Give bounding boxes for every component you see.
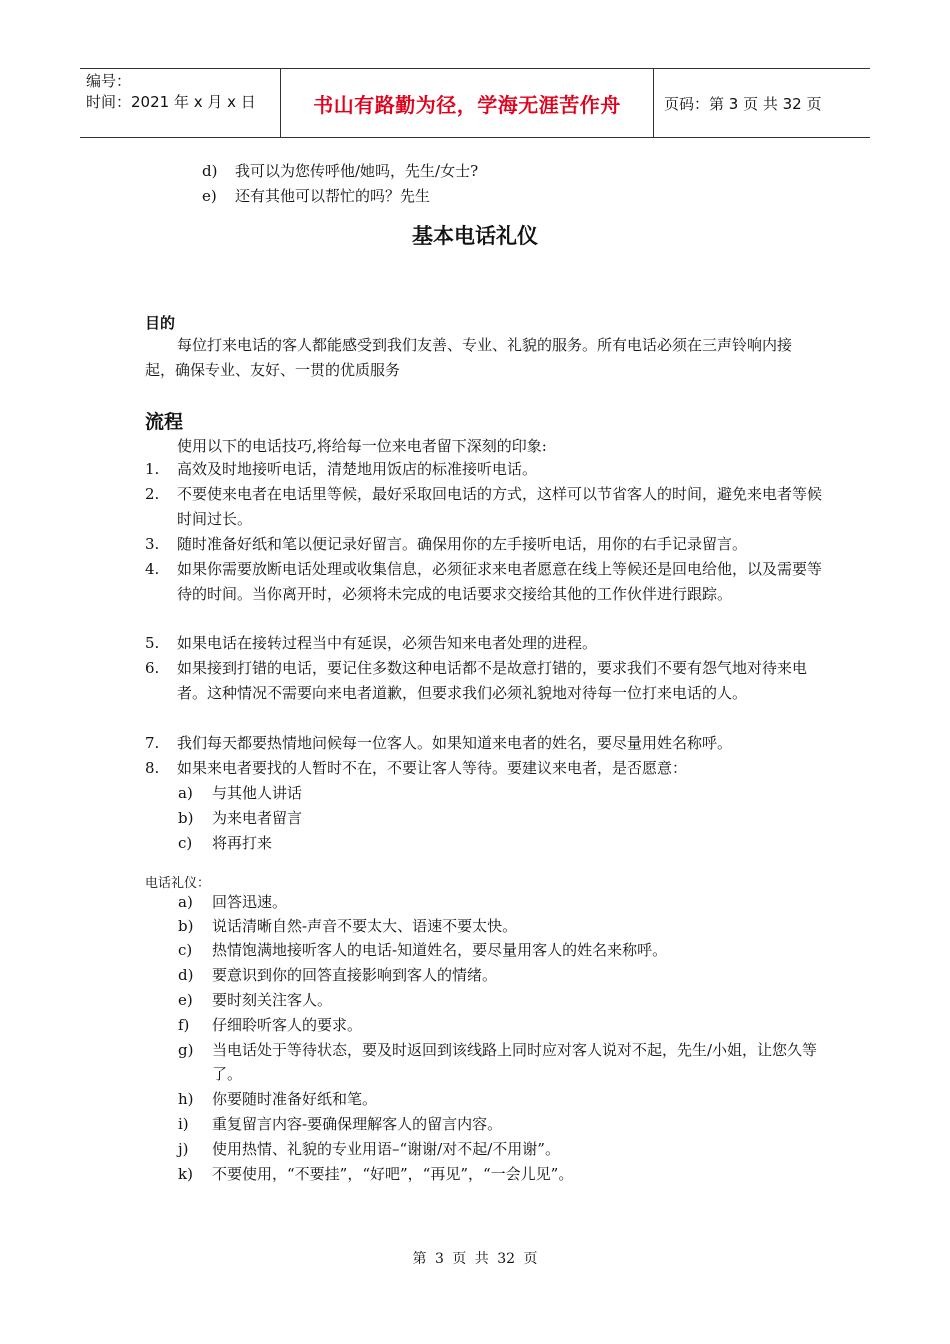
etiquette-item-b xyxy=(178,914,828,938)
number-label: 编号： xyxy=(86,72,132,90)
item-marker: d) xyxy=(178,966,194,984)
item-marker: h) xyxy=(178,1090,194,1108)
item-text: 回答迅速。 xyxy=(212,893,288,911)
item-text: 热情饱满地接听客人的电话-知道姓名，要尽量用客人的姓名来称呼。 xyxy=(212,941,668,959)
page-title: 基本电话礼仪 xyxy=(412,224,538,248)
header-motto: 书山有路勤为径，学海无涯苦作舟 xyxy=(281,69,654,137)
item-marker: b) xyxy=(178,809,194,827)
etiquette-item-i xyxy=(178,1112,828,1136)
etiquette-item-j xyxy=(178,1137,828,1161)
item-number: 1. xyxy=(145,460,160,478)
etiquette-item-h xyxy=(178,1087,828,1111)
item-text: 重复留言内容-要确保理解客人的留言内容。 xyxy=(212,1115,503,1133)
item-number: 2. xyxy=(145,485,160,503)
etiquette-item-f xyxy=(178,1013,828,1037)
etiquette-item-c xyxy=(178,938,828,962)
item-text: 不要使来电者在电话里等候，最好采取回电话的方式，这样可以节省客人的时间，避免来电者等候时间过长。 xyxy=(177,485,823,528)
item-text: 如果电话在接转过程当中有延误，必须告知来电者处理的进程。 xyxy=(177,634,598,652)
item-text: 将再打来 xyxy=(212,834,273,852)
top-item-e xyxy=(202,186,430,206)
header-meta-cell xyxy=(80,69,281,137)
purpose-paragraph: 每位打来电话的客人都能感受到我们友善、专业、礼貌的服务。所有电话必须在三声铃响内接起，确保专业、友好、一贯的优质服务 xyxy=(145,336,793,379)
etiquette-item-e xyxy=(178,988,828,1012)
item-text: 不要使用，“不要挂”，“好吧”，“再见”，“一会儿见”。 xyxy=(212,1165,574,1183)
process-item-4 xyxy=(145,557,825,607)
item-text: 如果接到打错的电话，要记住多数这种电话都不是故意打错的，要求我们不要有怨气地对待来电者。这种情况不需要向来电者道歉，但要求我们必须礼貌地对待每一位打来电话的人。 xyxy=(177,659,808,702)
etiquette-item-d xyxy=(178,963,828,987)
item-marker: a) xyxy=(178,893,193,911)
top-item-d xyxy=(202,161,478,181)
etiquette-item-a xyxy=(178,890,828,914)
item-number: 7. xyxy=(145,734,160,752)
process-item-6 xyxy=(145,656,825,706)
item-text: 与其他人讲话 xyxy=(212,784,303,802)
item-marker: e) xyxy=(178,991,193,1009)
item-number: 5. xyxy=(145,634,160,652)
purpose-heading: 目的 xyxy=(145,314,176,332)
document-header xyxy=(80,68,870,138)
process-item-8 xyxy=(145,756,825,781)
item-text: 我可以为您传呼他/她吗，先生/女士? xyxy=(235,162,479,180)
item-number: 4. xyxy=(145,560,160,578)
etiquette-item-g xyxy=(178,1038,828,1086)
item-marker: a) xyxy=(178,784,193,802)
item-text: 随时准备好纸和笔以便记录好留言。确保用你的左手接听电话，用你的右手记录留言。 xyxy=(177,535,748,553)
item-number: 6. xyxy=(145,659,160,677)
item-text: 要意识到你的回答直接影响到客人的情绪。 xyxy=(212,966,498,984)
item-number: 8. xyxy=(145,759,160,777)
item-text: 仔细聆听客人的要求。 xyxy=(212,1016,363,1034)
process-subitem-c xyxy=(178,831,272,856)
item-marker: b) xyxy=(178,917,194,935)
item-text: 还有其他可以帮忙的吗？先生 xyxy=(235,187,431,205)
item-marker: d) xyxy=(202,162,218,180)
item-marker: c) xyxy=(178,834,193,852)
process-item-3 xyxy=(145,532,825,557)
etiquette-label: 电话礼仪： xyxy=(145,876,211,891)
item-text: 高效及时地接听电话，清楚地用饭店的标准接听电话。 xyxy=(177,460,538,478)
process-heading: 流程 xyxy=(145,411,184,433)
page-footer: 第 3 页 共 32 页 xyxy=(412,1251,538,1267)
item-text: 我们每天都要热情地问候每一位客人。如果知道来电者的姓名，要尽量用姓名称呼。 xyxy=(177,734,733,752)
item-marker: c) xyxy=(178,941,193,959)
item-text: 要时刻关注客人。 xyxy=(212,991,333,1009)
item-text: 如果你需要放断电话处理或收集信息，必须征求来电者愿意在线上等候还是回电给他，以及需要等待的时间。当你离开时，必须将未完成的电话要求交接给其他的工作伙伴进行跟踪。 xyxy=(177,560,823,603)
item-text: 你要随时准备好纸和笔。 xyxy=(212,1090,378,1108)
process-item-7 xyxy=(145,731,825,756)
item-text: 说话清晰自然-声音不要太大、语速不要太快。 xyxy=(212,917,518,935)
item-marker: j) xyxy=(178,1140,189,1158)
item-marker: i) xyxy=(178,1115,189,1133)
item-marker: e) xyxy=(202,187,217,205)
process-item-1 xyxy=(145,457,825,482)
item-number: 3. xyxy=(145,535,160,553)
process-subitem-b xyxy=(178,806,302,831)
item-marker: k) xyxy=(178,1165,193,1183)
item-text: 当电话处于等待状态，要及时返回到该线路上同时应对客人说对不起，先生/小姐，让您久等了。 xyxy=(212,1041,818,1083)
process-intro: 使用以下的电话技巧,将给每一位来电者留下深刻的印象: xyxy=(177,437,547,455)
item-marker: f) xyxy=(178,1016,190,1034)
process-item-5 xyxy=(145,631,825,656)
item-text: 如果来电者要找的人暂时不在，不要让客人等待。要建议来电者，是否愿意： xyxy=(177,759,688,777)
process-item-2 xyxy=(145,482,825,532)
process-subitem-a xyxy=(178,781,302,806)
header-page-info: 页码：第 3 页 共 32 页 xyxy=(664,94,822,113)
item-marker: g) xyxy=(178,1041,194,1059)
item-text: 使用热情、礼貌的专业用语–“谢谢/对不起/不用谢”。 xyxy=(212,1140,560,1158)
etiquette-item-k xyxy=(178,1162,648,1186)
item-text: 为来电者留言 xyxy=(212,809,303,827)
date-line: 时间：2021 年 x 月 x 日 xyxy=(86,93,256,111)
